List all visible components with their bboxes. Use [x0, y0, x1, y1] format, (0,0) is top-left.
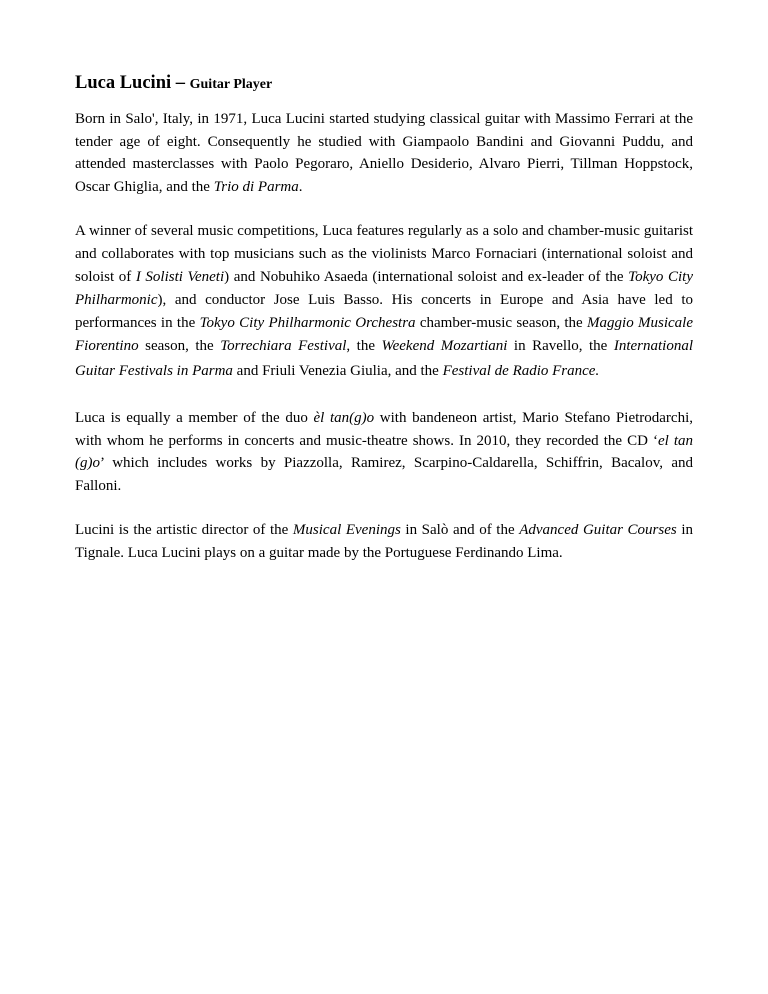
text-segment: Born in Salo', Italy, in 1971, Luca Lucini started studying classical guitar with Massimo Ferrari at the tender age of eight. Consequently he studied with Giampaolo Bandini and Giovanni Puddu, and attended masterclasses with Paolo Pegoraro, Aniello Desiderio, Alvaro Pierri, Tillman Hoppstock, Oscar Ghiglia, and the [75, 111, 693, 195]
paragraph-early-training [75, 108, 693, 198]
text-segment: in Salò and of the [400, 522, 520, 538]
title-role: Guitar Player [189, 77, 273, 92]
paragraph-duo [75, 407, 693, 497]
text-segment: in Tignale. Luca Lucini plays on a guitar made by the Portuguese Ferdinando Lima. [75, 522, 693, 561]
italic-segment: Maggio Musicale Fiorentino [75, 315, 693, 354]
italic-segment: I Solisti Veneti [135, 269, 225, 285]
text-segment: . [298, 178, 303, 195]
italic-segment: Weekend Mozartiani [381, 338, 508, 354]
text-segment: A winner of several music competitions, Luca features regularly as a solo and chamber-music guitarist and collaborates with top musicians such as the violinists Marco Fornaciari (international soloist and soloist of [75, 223, 693, 285]
paragraph-career [75, 220, 693, 385]
text-segment: and Friuli Venezia Giulia, and the [232, 363, 443, 379]
text-segment: ), and conductor Jose Luis Basso. His concerts in Europe and Asia have led to performances in the [75, 292, 693, 331]
italic-segment: Tokyo City Philharmonic [75, 269, 693, 308]
text-segment: chamber-music season, the [415, 315, 588, 331]
italic-segment: International Guitar Festivals in Parma [75, 338, 693, 379]
italic-segment: Trio di Parma [213, 178, 299, 195]
document-title [75, 62, 693, 100]
text-segment: season, the [138, 338, 221, 354]
italic-segment: Advanced Guitar Courses [519, 522, 677, 538]
text-segment: ) and Nobuhiko Asaeda (international soloist and ex-leader of the [224, 269, 629, 285]
italic-segment: Torrechiara Festival [220, 338, 347, 354]
italic-segment: el tan (g)o [75, 432, 693, 471]
italic-segment: Festival de Radio France. [442, 363, 600, 379]
document-page [75, 62, 693, 586]
text-segment: in Ravello, the [507, 338, 614, 354]
text-segment: , the [346, 338, 382, 354]
text-segment: ’ which includes works by Piazzolla, Ramirez, Scarpino-Caldarella, Schiffrin, Bacalov, and Falloni. [75, 455, 693, 494]
text-segment: Lucini is the artistic director of the [75, 522, 293, 538]
italic-segment: Tokyo City Philharmonic Orchestra [199, 315, 416, 331]
title-separator: – [171, 73, 190, 93]
italic-segment: èl tan(g)o [313, 410, 375, 426]
italic-segment: Musical Evenings [292, 522, 401, 538]
paragraph-director [75, 519, 693, 564]
title-name: Luca Lucini [75, 73, 172, 93]
text-segment: Luca is equally a member of the duo [75, 410, 314, 426]
text-segment: with bandeneon artist, Mario Stefano Pietrodarchi, with whom he performs in concerts and music-theatre shows. In 2010, they recorded the CD ‘ [75, 410, 693, 449]
